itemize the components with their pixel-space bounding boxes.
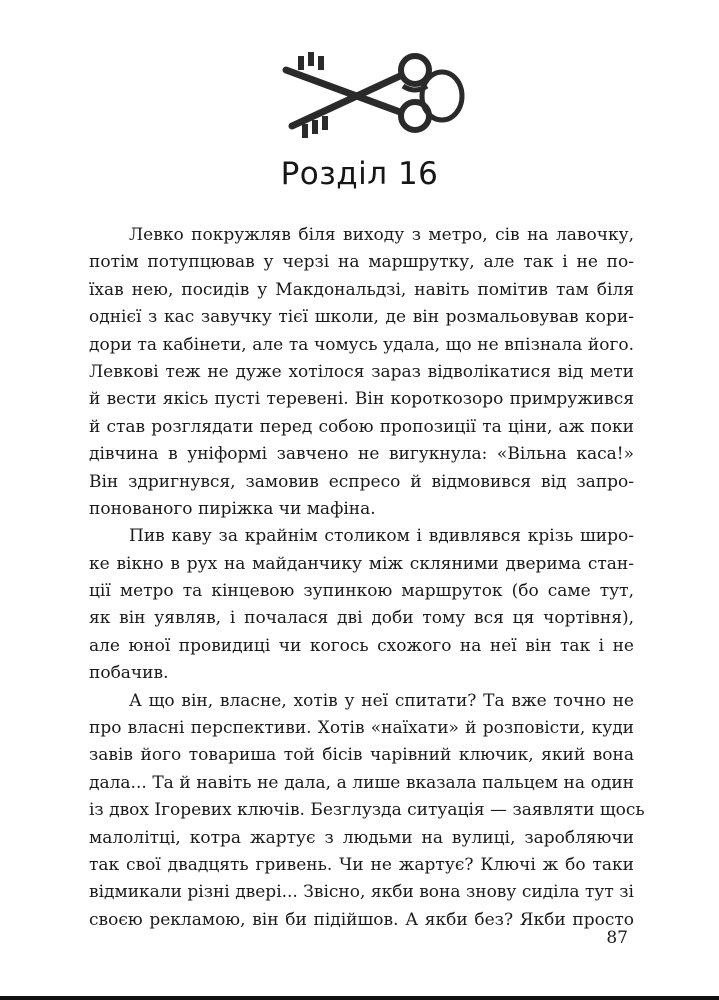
text-line: понованого пиріжка чи мафіна. bbox=[89, 498, 376, 519]
text-line: ке вікно в рух на майданчику між скляними дверима стан- bbox=[89, 553, 634, 574]
text-line: Левко покружляв біля виходу з метро, сів на лавочку, bbox=[129, 225, 634, 245]
text-line: дівчина в уніформі завчено не вигукнула: «Вільна каса!» bbox=[89, 444, 634, 465]
text-line: А що він, власне, хотів у неї спитати? Та вже точно не bbox=[129, 690, 634, 711]
text-line: Він здригнувся, замовив еспресо й відмовився від запро- bbox=[89, 471, 634, 492]
text-line: потім потупцював у черзі на маршрутку, але так і не по- bbox=[89, 252, 634, 273]
text-line: про власні перспективи. Хотів «наїхати» й розповісти, куди bbox=[89, 718, 634, 739]
text-line: малолітці, котра жартує з людьми на вулиці, заробляючи bbox=[89, 827, 634, 848]
text-line: Пив каву за крайнім столиком і вдивлявся крізь широ- bbox=[129, 526, 634, 547]
page-number: 87 bbox=[606, 928, 628, 948]
text-line: відмикали різні двері... Звісно, якби вона знову сиділа тут зі bbox=[89, 882, 634, 903]
text-line: так свої двадцять гривень. Чи не жартує? Ключі ж бо таки bbox=[89, 854, 634, 875]
text-line: як він уявляв, і почалася дві доби тому вся ця чортівня), bbox=[89, 608, 634, 629]
text-line: із двох Ігоревих ключів. Безглузда ситуація — заявляти щось bbox=[89, 800, 645, 821]
text-line: своєю рекламою, він би підійшов. А якби без? Якби просто bbox=[89, 909, 634, 930]
text-line: дала... Та й навіть не дала, а лише вказала пальцем на один bbox=[89, 772, 634, 793]
text-line: й вести якісь пусті теревені. Він короткозоро примружився bbox=[89, 389, 634, 410]
page-edge-divider bbox=[0, 996, 719, 1000]
text-line: й став розглядати перед собою пропозиції та ціни, аж поки bbox=[89, 416, 634, 437]
body-text bbox=[89, 222, 645, 934]
crossed-keys-icon bbox=[272, 42, 468, 142]
text-line: але юної провидиці чи когось схожого на неї він так і не bbox=[89, 635, 634, 656]
chapter-title: Розділ 16 bbox=[280, 156, 439, 192]
text-line: побачив. bbox=[89, 663, 169, 684]
text-line: їхав нею, посидів у Макдональдзі, навіть помітив там біля bbox=[89, 279, 634, 300]
text-line: завів його товариша той бісів чарівний ключик, який вона bbox=[89, 745, 634, 766]
text-line: дори та кабінети, але та чомусь удала, що не впізнала його. bbox=[89, 334, 634, 355]
text-line: однієї з кас завучку тієї школи, де він розмальовував кори- bbox=[89, 307, 634, 328]
text-line: ції метро та кінцевою зупинкою маршруток (бо саме тут, bbox=[89, 581, 634, 602]
text-line: Левкові теж не дуже хотілося зараз відволікатися від мети bbox=[89, 361, 634, 382]
